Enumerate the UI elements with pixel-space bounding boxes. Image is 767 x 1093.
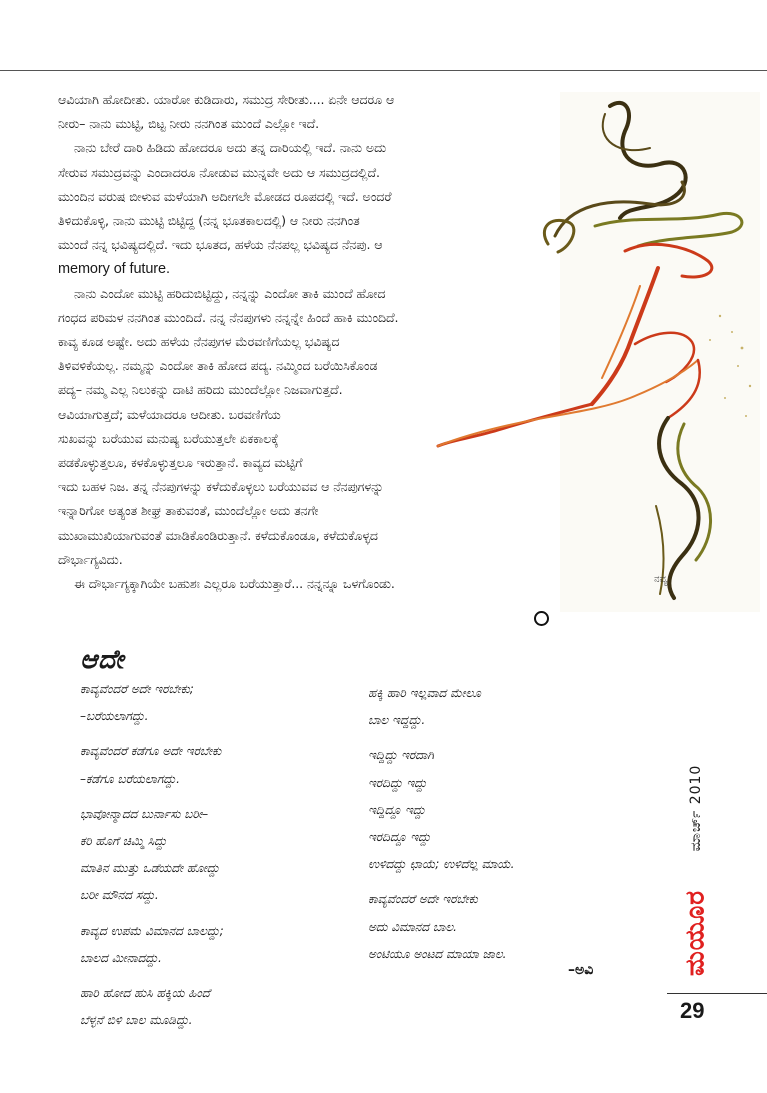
essay-line: ಆವಿಯಾಗುತ್ತದೆ; ಮಳೆಯಾದರೂ ಆದೀತು. ಬರವಣಿಗೆಯ	[58, 406, 281, 422]
essay-line: ತಿಳಿವಳಿಕೆಯಲ್ಲ. ನಮ್ಮನ್ನು ಎಂದೋ ತಾಕಿ ಹೋದ ಪದ್ಯ. ನಮ್ಮಿಂದ ಬರೆಯಿಸಿಕೊಂಡ	[58, 358, 378, 374]
essay-line: ಸೇರುವ ಸಮುದ್ರವನ್ನು ಎಂದಾದರೂ ನೋಡುವ ಮುನ್ನವೇ ಅದು ಆ ಸಮುದ್ರದಲ್ಲಿದೆ.	[58, 164, 380, 180]
poem-line: ಇದ್ದಿದ್ದು ಇರದಾಗಿ	[368, 748, 434, 763]
poem-line: ಬಾಲದ ಮೀನಾದದ್ದು.	[80, 950, 162, 965]
essay-line: ಮುಂದೆ ನನ್ನ ಭವಿಷ್ಯದಲ್ಲಿದೆ. ಇದು ಭೂತದ, ಹಳೆಯ ನೆನಪಲ್ಲ ಭವಿಷ್ಯದ ನೆನಪು. ಆ	[58, 237, 383, 253]
essay-line: ಇನ್ನಾರಿಗೋ ಅತ್ಯಂತ ಶೀಘ್ರ ತಾಕುವಂತೆ, ಮುಂದೆಲ್ಲೋ ಅದು ತನಗೇ	[58, 503, 319, 519]
issue-date	[678, 764, 714, 852]
page-number: 29	[680, 998, 705, 1023]
poem-line: ಬೆಳ್ಳನೆ ಬಿಳಿ ಬಾಲ ಮೂಡಿದ್ದು.	[80, 1013, 193, 1028]
poem-title: ಆದೇ	[80, 645, 125, 675]
brush-stroke	[635, 333, 694, 382]
poem-line: ಹಕ್ಕಿ ಹಾರಿ ಇಲ್ಲವಾದ ಮೇಲೂ	[368, 686, 481, 700]
poem-author: –ಅವಿ	[568, 962, 594, 978]
essay-line: ಗಂಧದ ಪರಿಮಳ ನನಗಿಂತ ಮುಂದಿದೆ. ನನ್ನ ನೆನಪುಗಳು ನನ್ನನ್ನೇ ಹಿಂದೆ ಹಾಕಿ ಮುಂದಿದೆ.	[58, 309, 399, 325]
illustrator-signature: ನವ್ಯ	[654, 574, 668, 585]
brush-stroke	[438, 404, 592, 446]
essay-line: ಸುಖವನ್ನು ಬರೆಯುವ ಮನುಷ್ಯ ಬರೆಯುತ್ತಲೇ ಏಕಕಾಲಕ್ಕೆ	[58, 430, 279, 446]
issue-date-text: ಮಾರ್ಚ್ 2010	[688, 764, 704, 852]
essay-line: ಈ ದೌರ್ಭಾಗ್ಯಕ್ಕಾಗಿಯೇ ಬಹುಶಃ ಎಲ್ಲರೂ ಬರೆಯುತ್ತಾರೆ... ನನ್ನನ್ನೂ ಒಳಗೊಂಡು.	[74, 576, 395, 592]
essay-line: ಪಡಕೊಳ್ಳುತ್ತಲೂ, ಕಳಕೊಳ್ಳುತ್ತಲೂ ಇರುತ್ತಾನೆ. ಕಾವ್ಯದ ಮಟ್ಟಿಗೆ	[58, 455, 303, 471]
poem-column-right	[368, 680, 514, 968]
brush-illustration	[420, 86, 765, 616]
poem-line: ಬಾಲ ಇದ್ದದ್ದು.	[368, 713, 426, 728]
essay-line: ಪದ್ಯ– ನಮ್ಮ ಎಲ್ಲ ನಿಲುಕನ್ನು ದಾಟಿ ಹರಿದು ಮುಂದೆಲ್ಲೋ ನಿಜವಾಗುತ್ತದೆ.	[58, 382, 343, 398]
poem-line: ಕರಿ ಹೊಗೆ ಚಿಮ್ಮಿ ಸಿದ್ದು	[80, 834, 167, 849]
poem-line: ಉಳಿದದ್ದು ಛಾಯೆ; ಉಳಿದೆಲ್ಲ ಮಾಯೆ.	[368, 857, 515, 872]
poem-line: ಬರೀ ಮೌನದ ಸದ್ದು.	[80, 888, 159, 903]
essay-line: ಇದು ಬಹಳ ನಿಜ. ತನ್ನ ನೆನಪುಗಳನ್ನು ಕಳೆದುಕೊಳ್ಳಲು ಬರೆಯುವವ ಆ ನೆನಪುಗಳನ್ನು	[58, 479, 384, 495]
poem-line: ಇರದಿದ್ದು ಇದ್ದು	[368, 775, 427, 790]
essay-line-english: memory of future.	[58, 261, 170, 278]
poem-line: –ಕಡೆಗೂ ಬರೆಯಲಾಗದ್ದು.	[80, 771, 180, 786]
poem-line: ಕಾವ್ಯವೆಂದರೆ ಅದೇ ಇರಬೇಕು	[368, 892, 478, 907]
poem-line: ಕಾವ್ಯದ ಉಪಮೆ ವಿಮಾನದ ಬಾಲದ್ದು;	[80, 923, 224, 938]
poem-line: ಅಂಟಿಯೂ ಅಂಟದ ಮಾಯಾ ಜಾಲ.	[368, 946, 507, 961]
poem-line: ಮಾತಿನ ಮುತ್ತು ಒಡೆಯದೇ ಹೋದ್ದು	[80, 861, 220, 876]
poem-column-left	[80, 676, 224, 1034]
essay-line: ನಾನು ಬೇರೆ ದಾರಿ ಹಿಡಿದು ಹೋದರೂ ಅದು ತನ್ನ ದಾರಿಯಲ್ಲಿ ಇದೆ. ನಾನು ಅದು	[74, 140, 387, 156]
poem-line: ಹಾರಿ ಹೋದ ಹುಸಿ ಹಕ್ಕಿಯ ಹಿಂದೆ	[80, 986, 211, 1001]
magazine-logo	[678, 878, 714, 988]
poem-line: –ಬರೆಯಲಾಗದ್ದು.	[80, 709, 149, 724]
poem-line: ಅದು ವಿಮಾನದ ಬಾಲ.	[368, 919, 457, 934]
essay-line: ಆವಿಯಾಗಿ ಹೋದೀತು. ಯಾರೋ ಕುಡಿದಾರು, ಸಮುದ್ರ ಸೇರೀತು.... ಏನೇ ಆದರೂ ಆ	[58, 92, 395, 107]
essay-line: ಕಾವ್ಯ ಕೂಡ ಅಷ್ಟೇ. ಅದು ಹಳೆಯ ನೆನಪುಗಳ ಮೆರವಣಿಗೆಯಲ್ಲ ಭವಿಷ್ಯದ	[58, 334, 340, 350]
brush-stroke	[625, 244, 712, 277]
essay-line: ಮುಂದಿನ ವರುಷ ಬೀಳುವ ಮಳೆಯಾಗಿ ಅದೀಗಲೇ ಮೋಡದ ರೂಪದಲ್ಲಿ ಇದೆ. ಅಂದರೆ	[58, 188, 392, 204]
brush-stroke	[595, 213, 742, 246]
poem-line: ಇದ್ದಿದ್ದೂ ಇದ್ದು	[368, 802, 426, 817]
brush-stroke	[544, 220, 573, 252]
poem-line: ಕಾವ್ಯವೆಂದರೆ ಕಡೆಗೂ ಅದೇ ಇರಬೇಕು	[80, 744, 222, 759]
essay-line: ಮುಖಾಮುಖಿಯಾಗುವಂತೆ ಮಾಡಿಕೊಂಡಿರುತ್ತಾನೆ. ಕಳೆದುಕೊಂಡೂ, ಕಳೆದುಕೊಳ್ಳದ	[58, 527, 378, 543]
poem-line: ಇರದಿದ್ದೂ ಇದ್ದು	[368, 830, 431, 845]
essay-line: ನಾನು ಎಂದೋ ಮುಟ್ಟಿ ಹರಿದುಬಿಟ್ಟಿದ್ದು, ನನ್ನನ್ನು ಎಂದೋ ತಾಕಿ ಮುಂದೆ ಹೋದ	[74, 285, 386, 301]
footer-rule	[667, 993, 767, 994]
poem-line: ಭಾವೋನ್ಮಾದದ ಬುರ್ನಾಸು ಬರೀ–	[80, 806, 209, 821]
brush-stroke	[592, 268, 658, 404]
ink-speckles	[709, 315, 751, 417]
poem-line: ಕಾವ್ಯವೆಂದರೆ ಅದೇ ಇರಬೇಕು;	[80, 682, 194, 696]
essay-line: ದೌರ್ಭಾಗ್ಯವಿದು.	[58, 551, 123, 567]
essay-line: ನೀರು– ನಾನು ಮುಟ್ಟಿ, ಬಿಟ್ಟ ನೀರು ನನಗಿಂತ ಮುಂದೆ ಎಲ್ಲೋ ಇದೆ.	[58, 116, 320, 132]
header-rule	[0, 70, 767, 71]
magazine-logo-text: ಮಯೂರ	[680, 890, 711, 976]
essay-line: ತಿಳಿದುಕೊಳ್ಳಿ, ನಾನು ಮುಟ್ಟಿ ಬಿಟ್ಟಿದ್ದ (ನನ್ನ ಭೂತಕಾಲದಲ್ಲಿ) ಆ ನೀರು ನನಗಿಂತ	[58, 213, 360, 229]
